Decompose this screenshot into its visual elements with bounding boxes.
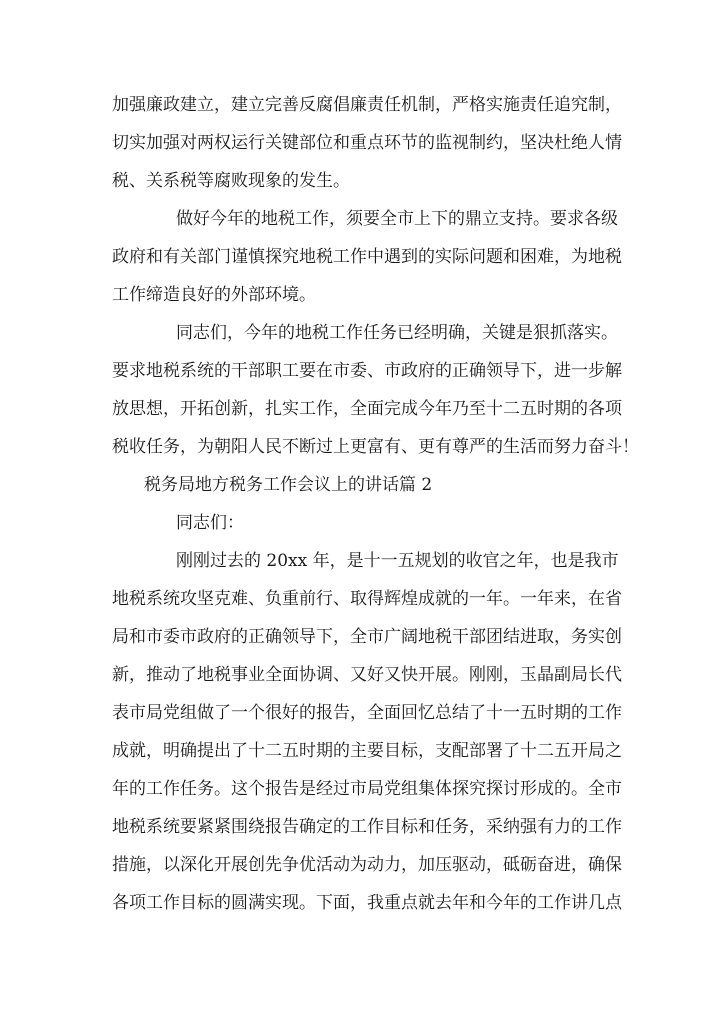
body-text-line: 切实加强对两权运行关键部位和重点环节的监视制约，坚决杜绝人情 bbox=[112, 133, 622, 153]
body-text-line: 刚刚过去的 20xx 年，是十一五规划的收官之年，也是我市 bbox=[176, 551, 619, 571]
body-text-line: 政府和有关部门谨慎探究地税工作中遇到的实际问题和困难，为地税 bbox=[112, 247, 622, 267]
body-text-line: 年的工作任务。这个报告是经过市局党组集体探究探讨形成的。全市 bbox=[112, 779, 622, 799]
body-text-line: 做好今年的地税工作，须要全市上下的鼎立支持。要求各级 bbox=[176, 209, 618, 229]
body-text-line: 税、关系税等腐败现象的发生。 bbox=[112, 171, 350, 191]
body-text-line: 工作缔造良好的外部环境。 bbox=[112, 285, 316, 305]
body-text-line: 要求地税系统的干部职工要在市委、市政府的正确领导下，进一步解 bbox=[112, 361, 622, 381]
body-text-line: 各项工作目标的圆满实现。下面，我重点就去年和今年的工作讲几点 bbox=[112, 893, 622, 913]
body-text-line: 地税系统要紧紧围绕报告确定的工作目标和任务，采纳强有力的工作 bbox=[112, 817, 622, 837]
body-text-line: 成就，明确提出了十二五时期的主要目标，支配部署了十二五开局之 bbox=[112, 741, 622, 761]
body-text-line: 税收任务，为朝阳人民不断过上更富有、更有尊严的生活而努力奋斗！ bbox=[112, 437, 639, 457]
body-text-line: 新，推动了地税事业全面协调、又好又快开展。刚刚，玉晶副局长代 bbox=[112, 665, 622, 685]
body-text-line: 加强廉政建立，建立完善反腐倡廉责任机制，严格实施责任追究制， bbox=[112, 95, 622, 115]
salutation: 同志们： bbox=[176, 513, 244, 533]
section-heading: 税务局地方税务工作会议上的讲话篇 2 bbox=[144, 475, 433, 495]
body-text-line: 局和市委市政府的正确领导下，全市广阔地税干部团结进取，务实创 bbox=[112, 627, 622, 647]
body-text-line: 措施，以深化开展创先争优活动为动力，加压驱动，砥砺奋进，确保 bbox=[112, 855, 622, 875]
body-text-line: 放思想，开拓创新，扎实工作，全面完成今年乃至十二五时期的各项 bbox=[112, 399, 622, 419]
body-text-line: 表市局党组做了一个很好的报告，全面回忆总结了十一五时期的工作 bbox=[112, 703, 622, 723]
body-text-line: 同志们，今年的地税工作任务已经明确，关键是狠抓落实。 bbox=[176, 323, 618, 343]
body-text-line: 地税系统攻坚克难、负重前行、取得辉煌成就的一年。一年来，在省 bbox=[112, 589, 622, 609]
